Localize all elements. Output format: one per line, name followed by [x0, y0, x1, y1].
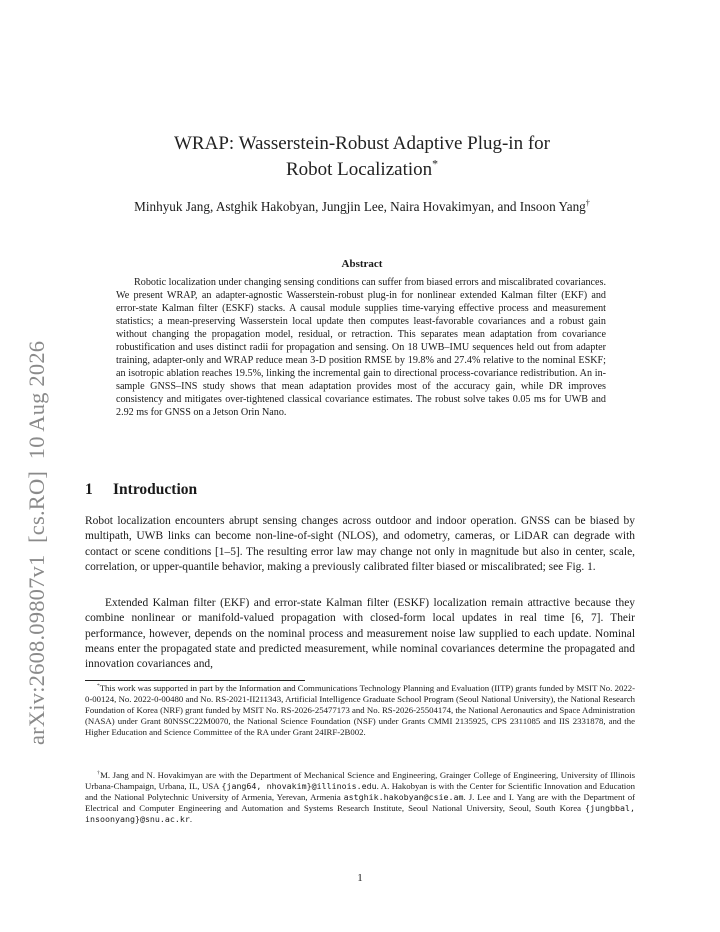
- section-title: Introduction: [113, 481, 198, 498]
- page-number: 1: [357, 872, 363, 884]
- author-list: Minhyuk Jang, Astghik Hakobyan, Jungjin Lee, Naira Hovakimyan, and Insoon Yang†: [134, 198, 590, 214]
- author-footnote-mark: †: [585, 198, 590, 208]
- funding-footnote: *This work was supported in part by the Information and Communications Technology Planning and Evaluation (IITP) grants funded by MSIT No. 2022-0-00124, No. 2022-0-00480 and No. RS-2021-II211343, Artificial Intelligence Graduate School Program (Seoul National University), the National Research Foundation of Korea (NRF) grant funded by MSIT No. RS-2026-25477173 and No. RS-2026-25504174, the National Aeronautics and Space Administration (NASA) under Grant 80NSSC22M0070, the National Science Foundation (NSF) under Grants CMMI 2135925, CPS 2311085 and IIS 2331878, and the Higher Education and Science Committee of the RA under Grant 24IRF-2B002.: [85, 683, 635, 737]
- email-csie[interactable]: astghik.hakobyan@csie.am: [343, 791, 464, 802]
- abstract-text: Robotic localization under changing sensing conditions can suffer from biased errors and miscalibrated covariances. We present WRAP, an adapter-agnostic Wasserstein-robust plug-in for nonlinear extended Kalman filter (EKF) and error-state Kalman filter (ESKF) stacks. A causal module supplies time-varying effective process and measurement statistics; a mean-preserving Wasserstein local update then computes least-favorable covariances and a robust gain without changing the propagation model, residual, or retraction. This separates mean adaptation from covariance robustification and uses distinct radii for propagation and sensing. On 18 UWB–IMU sequences held out from adapter training, adapter-only and WRAP reduce mean 3-D position RMSE by 19.8% and 27.4% relative to the nominal ESKF; an isotropic ablation reaches 19.5%, linking the incremental gain to directional process-covariance redistribution. An in-sample GNSS–INS study shows that mean adaptation provides most of the accuracy gain, while DR improves consistency and mitigates over-tightened classical covariance estimates. The robust solve takes 0.05 ms for UWB and 2.92 ms for GNSS on a Jetson Orin Nano.: [116, 277, 606, 419]
- intro-paragraph-2: Extended Kalman filter (EKF) and error-state Kalman filter (ESKF) localization remain attractive because they combine nonlinear or manifold-valued propagation with closed-form local updates in real time [6, 7]. Their performance, however, depends on the nominal process and measurement noise law supplied to each update. Nominal means enter the propagated state and predicted measurement, while nominal covariances determine the propagated and innovation covariances and,: [85, 597, 635, 671]
- affiliation-footnote: †M. Jang and N. Hovakimyan are with the Department of Mechanical Science and Engineering, Grainger College of Engineering, University of Illinois Urbana-Champaign, Urbana, IL, USA {jang64, nhovakim}@illinois.edu. A. Hakobyan is with the Center for Scientific Innovation and Education and the National Polytechnic University of Armenia, Yerevan, Armenia astghik.hakobyan@csie.am. J. Lee and I. Yang are with the Department of Electrical and Computer Engineering and Automation and Systems Research Institute, Seoul National University, Seoul, South Korea {jungbbal, insoonyang}@snu.ac.kr.: [85, 770, 635, 824]
- abstract-heading: Abstract: [341, 258, 383, 270]
- title-footnote-mark: *: [432, 157, 439, 171]
- email-illinois[interactable]: {jang64, nhovakim}@illinois.edu: [221, 780, 377, 791]
- intro-paragraph-1: Robot localization encounters abrupt sensing changes across outdoor and indoor operation. GNSS can be biased by multipath, UWB links can become non-line-of-sight (NLOS), and odometry, cameras, or LiDAR can degrade with contact or scene conditions [1–5]. The resulting error law may change not only in magnitude but also in center, scale, correlation, or upper-quantile behavior, making a previously calibrated filter biased or miscalibrated; see Fig. 1.: [85, 515, 635, 573]
- title-line-2: Robot Localization*: [285, 157, 439, 180]
- footnote-divider: [85, 680, 305, 681]
- title-line-1: WRAP: Wasserstein-Robust Adaptive Plug-in for: [174, 133, 550, 154]
- section-number: 1: [85, 481, 93, 498]
- arxiv-identifier: arXiv:2608.09807v1 [cs.RO] 10 Aug 2026: [24, 340, 49, 745]
- section-heading: [85, 481, 197, 499]
- funding-footnote-mark: *: [97, 683, 100, 690]
- affiliation-footnote-mark: †: [97, 770, 101, 777]
- email-snu[interactable]: {jungbbal, insoonyang}@snu.ac.kr: [85, 802, 635, 824]
- paper-title: [100, 131, 624, 183]
